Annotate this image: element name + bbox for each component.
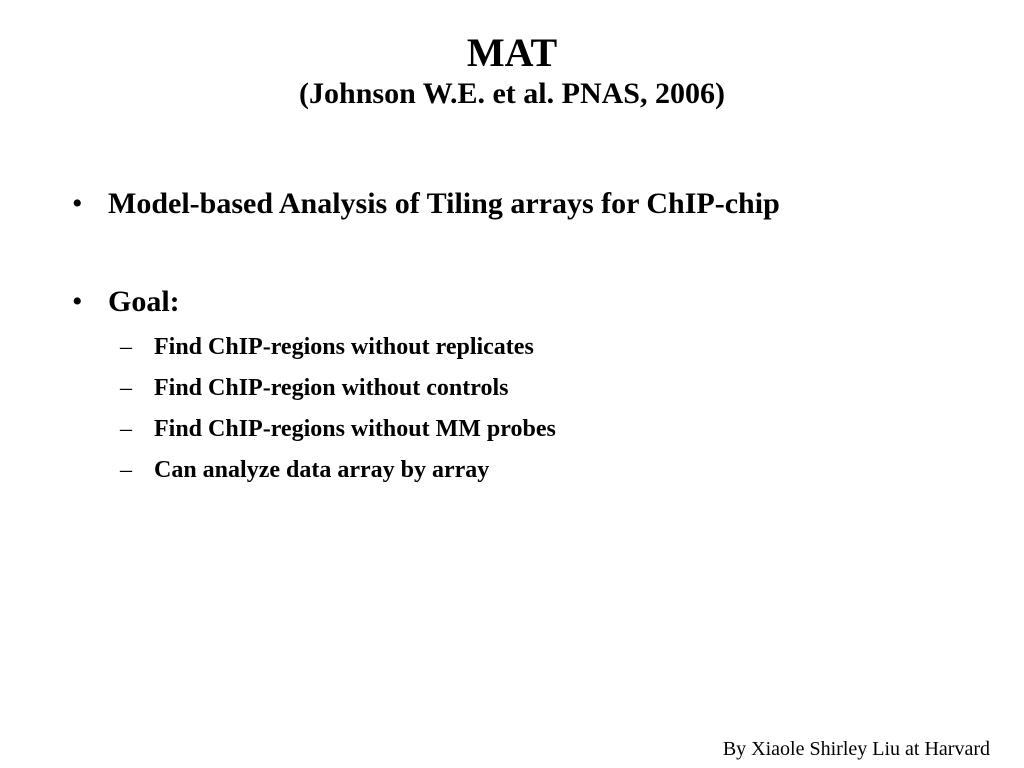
goal-item-text: Find ChIP-regions without MM probes bbox=[154, 416, 556, 442]
dash-marker: – bbox=[120, 416, 132, 442]
goal-item-text: Find ChIP-region without controls bbox=[154, 375, 509, 401]
bullet-item bbox=[72, 186, 780, 222]
dash-marker: – bbox=[120, 334, 132, 360]
goal-item-text: Can analyze data array by array bbox=[154, 457, 490, 483]
dash-marker: – bbox=[120, 375, 132, 401]
bullet-item bbox=[72, 284, 180, 320]
title-block bbox=[0, 30, 1024, 112]
goal-item bbox=[120, 455, 489, 485]
dash-marker: – bbox=[120, 457, 132, 483]
goal-item bbox=[120, 373, 508, 403]
goal-item bbox=[120, 414, 556, 444]
goal-item bbox=[120, 332, 534, 362]
bullet-text: Model-based Analysis of Tiling arrays for ChIP-chip bbox=[108, 187, 780, 220]
slide-title: MAT bbox=[466, 30, 558, 75]
bullet-marker: • bbox=[72, 285, 83, 318]
bullet-text: Goal: bbox=[108, 285, 180, 318]
slide-subtitle: (Johnson W.E. et al. PNAS, 2006) bbox=[299, 77, 725, 110]
footer-credit: By Xiaole Shirley Liu at Harvard bbox=[722, 738, 990, 760]
bullet-marker: • bbox=[72, 187, 83, 220]
goal-item-text: Find ChIP-regions without replicates bbox=[154, 334, 534, 360]
